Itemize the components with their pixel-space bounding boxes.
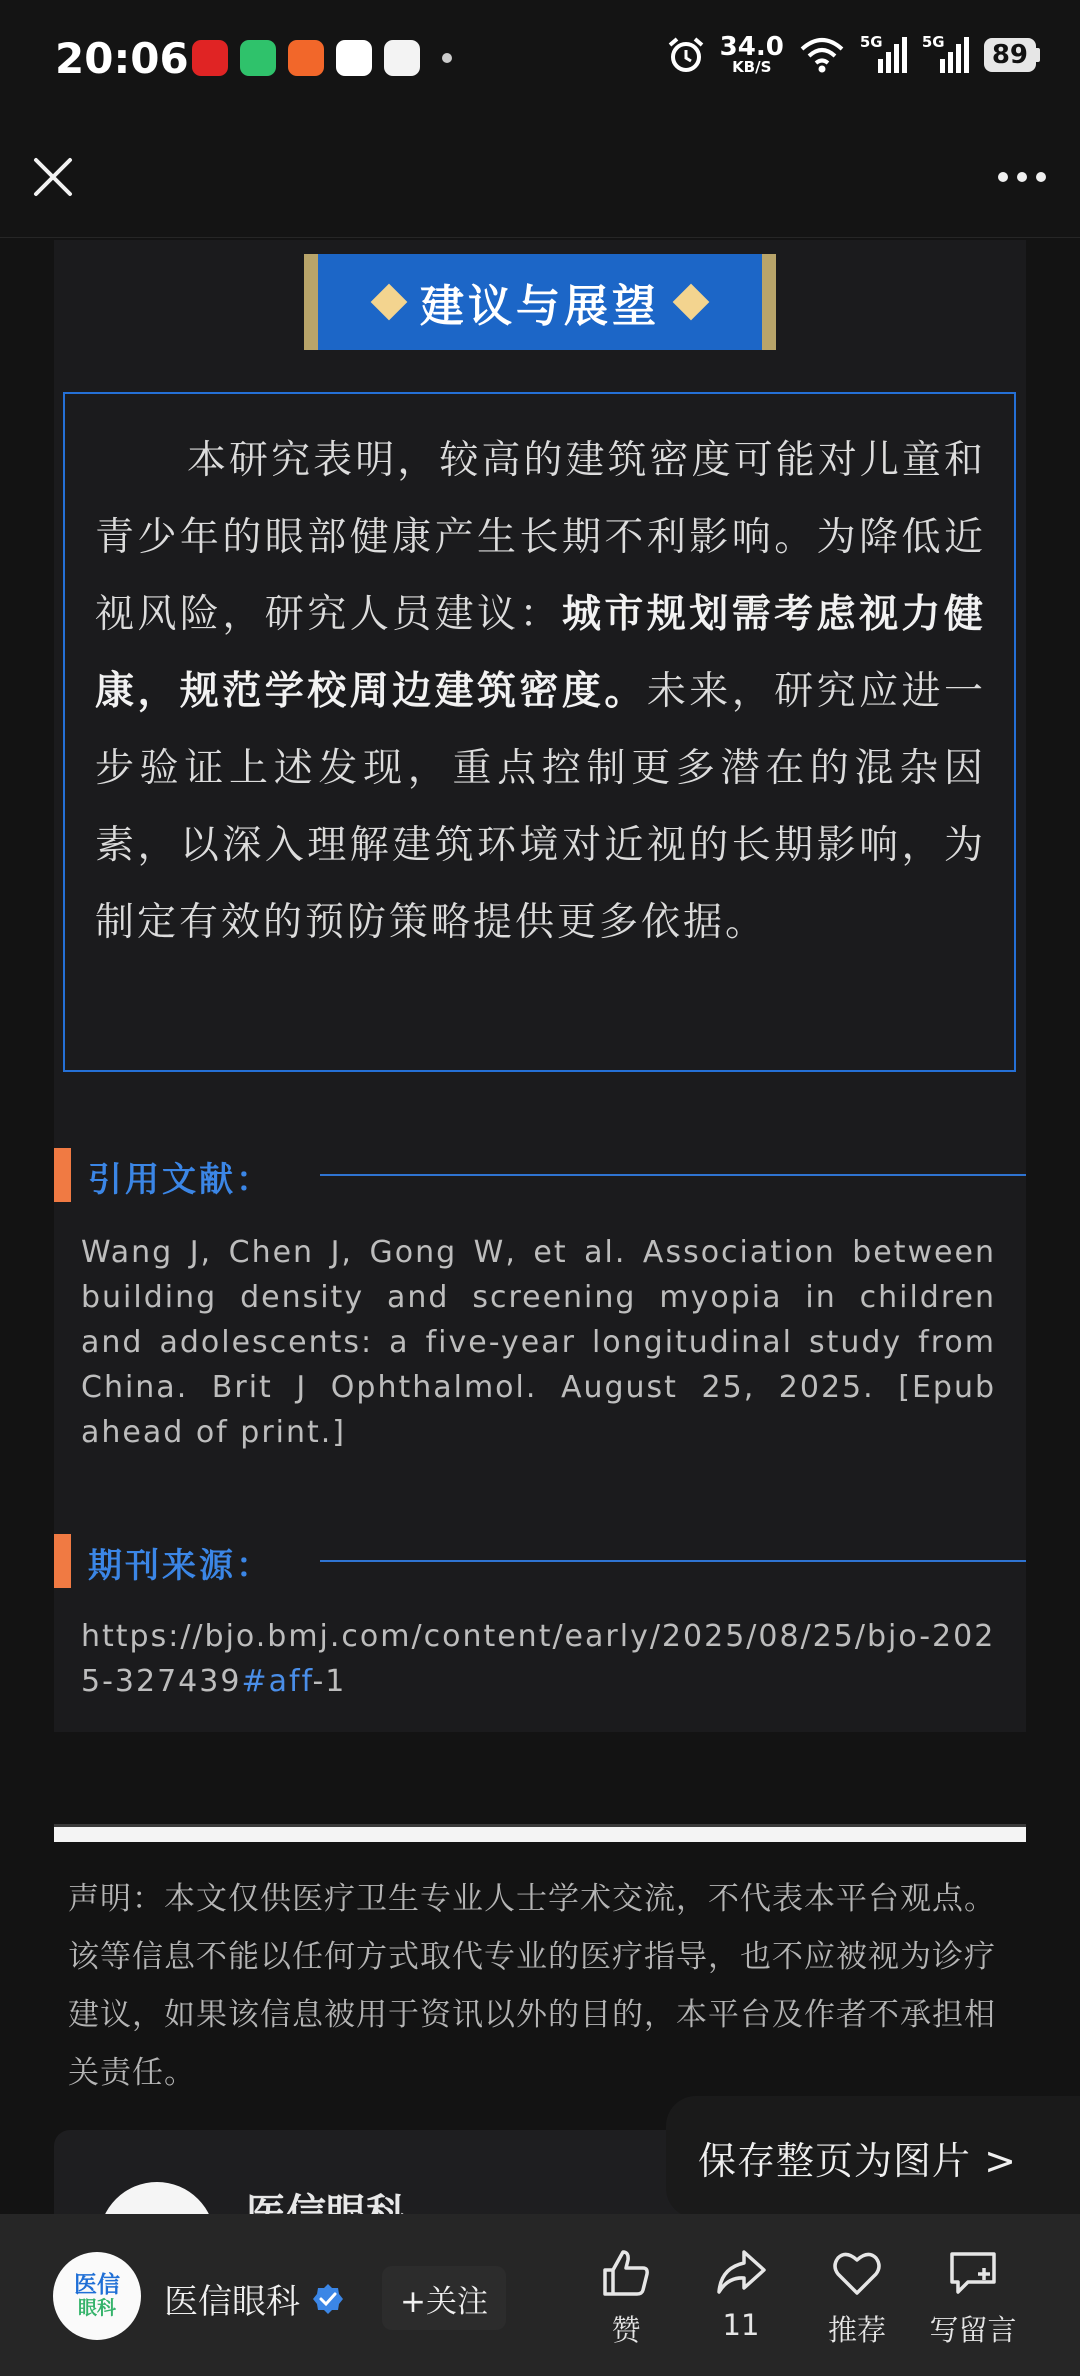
section-title-banner: [304, 254, 776, 350]
save-page-as-image-button[interactable]: 保存整页为图片 >: [666, 2096, 1080, 2218]
app-notification-icon: [336, 40, 372, 76]
source-url-end: -1: [312, 1664, 347, 1699]
comment-icon: [946, 2246, 1000, 2300]
app-notification-icon: [192, 40, 228, 76]
diamond-icon: [673, 284, 710, 321]
status-time: 20:06: [55, 34, 189, 83]
source-url-hash: #aff: [241, 1664, 313, 1699]
wifi-icon: [798, 35, 846, 75]
avatar-text-1: 医信: [74, 2272, 120, 2298]
battery-icon: [1036, 48, 1040, 62]
share-count: 11: [722, 2308, 760, 2342]
app-notification-icon: [288, 40, 324, 76]
conclusion-tail: 未来，研究应进一步验证上述发现，重点控制更多潜在的混杂因素，以深入理解建筑环境对近视的长期影响，为制定有效的预防策略提供更多依据。: [95, 669, 986, 945]
citation-text: Wang J, Chen J, Gong W, et al. Association between building density and screening myopia in children and adolescents: a five-year longitudinal study from China. Brit J Ophthalmol. August 25, 2025. [Epub ahead of print.]: [81, 1235, 996, 1450]
close-icon[interactable]: [30, 154, 76, 200]
recommend-label: 推荐: [827, 2313, 886, 2347]
signal-icon: [859, 32, 908, 75]
signal-2-tag: 5G: [921, 32, 945, 51]
source-label: 期刊来源：: [88, 1546, 273, 1586]
citation-label: 引用文献：: [88, 1160, 273, 1200]
signal-icon: [921, 32, 970, 75]
heading-accent-bar: [54, 1148, 71, 1202]
like-button[interactable]: [571, 2246, 681, 2349]
notification-icons: [192, 40, 452, 76]
status-right: [666, 34, 1040, 75]
citation-heading: [54, 1148, 1026, 1202]
bottom-action-bar: [0, 2214, 1080, 2376]
comment-label: 写留言: [929, 2313, 1017, 2347]
more-dot: [1036, 172, 1046, 182]
heading-accent-bar: [54, 1534, 71, 1588]
recommend-button[interactable]: [802, 2246, 912, 2349]
comment-button[interactable]: [918, 2246, 1028, 2349]
verified-badge-icon: [312, 2283, 344, 2315]
follow-button[interactable]: +关注: [382, 2266, 506, 2330]
account-name-row[interactable]: [164, 2274, 344, 2323]
signal-2: [921, 32, 970, 75]
heading-rule: [320, 1174, 1026, 1176]
source-url-main: https://bjo.bmj.com/content/early/2025/08/25/bjo-2025-327439: [81, 1619, 996, 1699]
more-dot: [1017, 172, 1027, 182]
thumbs-up-icon: [599, 2246, 653, 2300]
diamond-icon: [371, 284, 408, 321]
source-heading: [54, 1534, 1026, 1588]
source-url[interactable]: [81, 1614, 996, 1704]
more-dot: [998, 172, 1008, 182]
share-arrow-icon: [714, 2246, 768, 2300]
content-divider: [54, 1824, 1026, 1842]
signal-1-tag: 5G: [859, 32, 883, 51]
conclusion-highlight: 城市规划需考虑视力健康，规范学校周边建筑密度。: [95, 592, 986, 714]
net-speed: [720, 34, 784, 75]
net-speed-value: 34.0: [719, 32, 784, 62]
account-name: 医信眼科: [164, 2282, 300, 2322]
alarm-icon: [666, 35, 706, 75]
conclusion-lead: 本研究表明，较高的建筑密度可能对儿童和青少年的眼部健康产生长期不利影响。为降低近视风险，研究人员建议：: [95, 438, 986, 637]
more-icon[interactable]: [998, 172, 1046, 182]
like-label: 赞: [611, 2313, 641, 2347]
net-speed-unit: KB/S: [732, 58, 772, 76]
avatar-text-2: 眼科: [77, 2297, 116, 2319]
conclusion-text: [95, 422, 986, 961]
section-title: 建议与展望: [420, 281, 660, 332]
disclaimer-text: 声明：本文仅供医疗卫生专业人士学术交流，不代表本平台观点。该等信息不能以任何方式取代专业的医疗指导，也不应被视为诊疗建议，如果该信息被用于资讯以外的目的，本平台及作者不承担相关责任。: [68, 1881, 996, 2091]
battery-level: 89: [984, 38, 1036, 72]
account-avatar[interactable]: [53, 2252, 141, 2340]
heading-rule: [320, 1560, 1026, 1562]
app-notification-icon: [384, 40, 420, 76]
heart-icon: [830, 2246, 884, 2300]
share-button[interactable]: [686, 2246, 796, 2342]
conclusion-box: [63, 392, 1016, 1072]
more-notifications-icon: [442, 53, 452, 63]
status-bar: [0, 0, 1080, 118]
signal-1: [859, 32, 908, 75]
battery-indicator: [984, 38, 1040, 72]
app-notification-icon: [240, 40, 276, 76]
top-nav-bar: [0, 118, 1080, 238]
